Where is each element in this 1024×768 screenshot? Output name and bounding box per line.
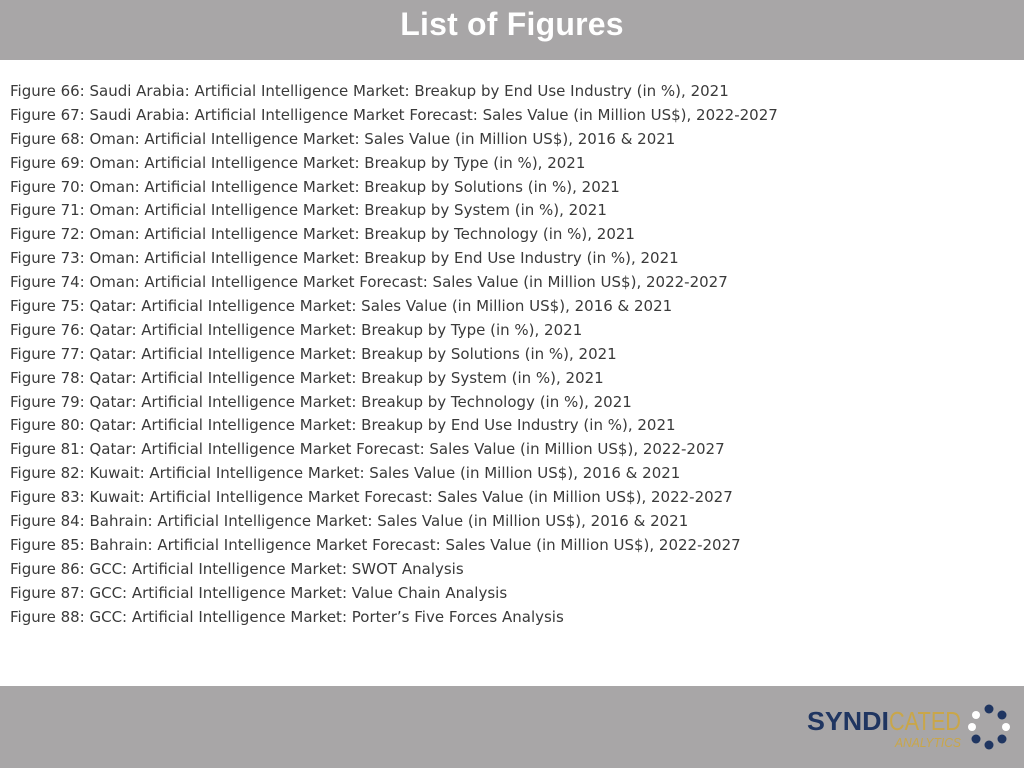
list-item: Figure 78: Qatar: Artificial Intelligence Market: Breakup by System (in %), 2021	[10, 368, 604, 387]
list-item: Figure 67: Saudi Arabia: Artificial Intelligence Market Forecast: Sales Value (in Million US$), 2022-2027	[10, 105, 778, 124]
list-item: Figure 68: Oman: Artificial Intelligence Market: Sales Value (in Million US$), 2016 & 2021	[10, 129, 676, 148]
list-item: Figure 70: Oman: Artificial Intelligence Market: Breakup by Solutions (in %), 2021	[10, 177, 620, 196]
list-item: Figure 84: Bahrain: Artificial Intelligence Market: Sales Value (in Million US$), 2016 & 2021	[10, 512, 689, 531]
list-item: Figure 76: Qatar: Artificial Intelligence Market: Breakup by Type (in %), 2021	[10, 320, 583, 339]
list-item: Figure 86: GCC: Artificial Intelligence Market: SWOT Analysis	[10, 559, 464, 578]
figure-list	[10, 80, 778, 629]
list-item: Figure 87: GCC: Artificial Intelligence Market: Value Chain Analysis	[10, 583, 508, 602]
list-item: Figure 74: Oman: Artificial Intelligence Market Forecast: Sales Value (in Million US$), 2022-2027	[10, 273, 728, 292]
list-item: Figure 82: Kuwait: Artificial Intelligence Market: Sales Value (in Million US$), 2016 & 2021	[10, 464, 681, 483]
dot-ring-icon	[968, 705, 1010, 750]
syndicated-analytics-logo	[807, 703, 1012, 751]
list-item: Figure 72: Oman: Artificial Intelligence Market: Breakup by Technology (in %), 2021	[10, 225, 635, 244]
list-item: Figure 73: Oman: Artificial Intelligence Market: Breakup by End Use Industry (in %), 2021	[10, 249, 679, 268]
logo-word-primary: SYNDI	[807, 706, 889, 736]
list-item: Figure 77: Qatar: Artificial Intelligence Market: Breakup by Solutions (in %), 2021	[10, 344, 617, 363]
header-bar	[0, 0, 1024, 60]
list-item: Figure 66: Saudi Arabia: Artificial Intelligence Market: Breakup by End Use Industry (in %), 2021	[10, 82, 729, 100]
list-item: Figure 88: GCC: Artificial Intelligence Market: Porter’s Five Forces Analysis	[10, 607, 564, 626]
logo-tagline: ANALYTICS	[894, 735, 962, 750]
list-item: Figure 71: Oman: Artificial Intelligence Market: Breakup by System (in %), 2021	[10, 201, 607, 220]
list-item: Figure 79: Qatar: Artificial Intelligence Market: Breakup by Technology (in %), 2021	[10, 392, 632, 411]
list-item: Figure 81: Qatar: Artificial Intelligence Market Forecast: Sales Value (in Million US$), 2022-2027	[10, 440, 725, 459]
list-item: Figure 83: Kuwait: Artificial Intelligence Market Forecast: Sales Value (in Million US$), 2022-2027	[10, 488, 733, 507]
list-item: Figure 80: Qatar: Artificial Intelligence Market: Breakup by End Use Industry (in %), 2021	[10, 416, 676, 435]
list-item: Figure 75: Qatar: Artificial Intelligence Market: Sales Value (in Million US$), 2016 & 2021	[10, 297, 673, 316]
list-item: Figure 69: Oman: Artificial Intelligence Market: Breakup by Type (in %), 2021	[10, 153, 586, 172]
page-title: List of Figures	[400, 5, 624, 42]
logo-word-secondary: CATED	[889, 706, 961, 736]
list-item: Figure 85: Bahrain: Artificial Intelligence Market Forecast: Sales Value (in Million US$), 2022-2027	[10, 535, 741, 554]
